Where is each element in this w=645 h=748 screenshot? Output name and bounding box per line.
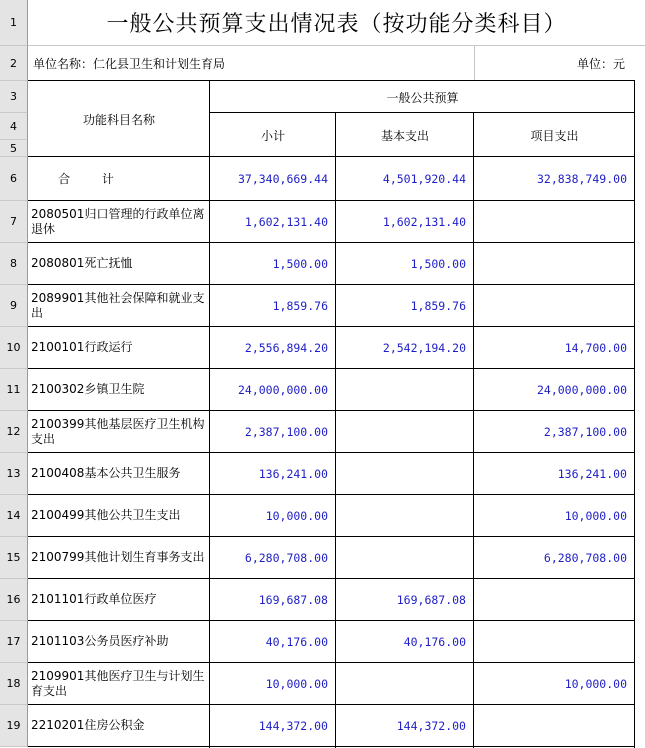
item-basic[interactable]: 40,176.00 — [403, 634, 466, 649]
item-project[interactable] — [474, 243, 635, 284]
item-subtotal[interactable]: 40,176.00 — [265, 634, 328, 649]
item-project[interactable]: 136,241.00 — [557, 466, 627, 481]
header-project[interactable]: 项目支出 — [530, 128, 579, 143]
item-name[interactable]: 2109901其他医疗卫生与计划生育支出 — [31, 668, 205, 698]
item-name[interactable]: 2100799其他计划生育事务支出 — [31, 550, 205, 564]
item-project[interactable]: 2,387,100.00 — [543, 424, 627, 439]
item-project[interactable]: 14,700.00 — [564, 340, 627, 355]
item-name[interactable]: 2101103公务员医疗补助 — [31, 634, 169, 648]
item-subtotal[interactable]: 144,372.00 — [258, 718, 328, 733]
row-header-1[interactable]: 1 — [0, 0, 28, 46]
item-subtotal[interactable]: 2,387,100.00 — [244, 424, 328, 439]
item-name[interactable]: 2100499其他公共卫生支出 — [31, 508, 181, 522]
item-basic[interactable]: 1,500.00 — [410, 256, 466, 271]
item-name[interactable]: 2080501归口管理的行政单位离退休 — [31, 206, 205, 236]
item-name[interactable]: 2080801死亡抚恤 — [31, 256, 133, 270]
item-subtotal[interactable]: 10,000.00 — [265, 508, 328, 523]
item-basic[interactable] — [336, 495, 474, 536]
item-project[interactable] — [474, 621, 635, 662]
row-header-9[interactable]: 9 — [0, 285, 28, 327]
item-project[interactable]: 10,000.00 — [564, 676, 627, 691]
total-basic[interactable]: 4,501,920.44 — [382, 172, 466, 186]
header-subtotal[interactable]: 小计 — [260, 128, 285, 143]
row-header-16[interactable]: 16 — [0, 579, 28, 621]
item-name[interactable]: 2100408基本公共卫生服务 — [31, 466, 181, 480]
item-basic[interactable]: 2,542,194.20 — [382, 340, 466, 355]
item-subtotal[interactable]: 169,687.08 — [258, 592, 328, 607]
item-name[interactable]: 2089901其他社会保障和就业支出 — [31, 290, 205, 320]
row-header-7[interactable]: 7 — [0, 201, 28, 243]
header-func-name[interactable]: 功能科目名称 — [82, 112, 155, 127]
item-name[interactable]: 2101101行政单位医疗 — [31, 592, 157, 606]
row-header-14[interactable]: 14 — [0, 495, 28, 537]
item-basic[interactable] — [336, 411, 474, 452]
total-subtotal[interactable]: 37,340,669.44 — [237, 172, 328, 186]
unit-cell[interactable]: 单位：元 — [576, 56, 625, 71]
item-subtotal[interactable]: 10,000.00 — [265, 676, 328, 691]
page-title[interactable]: 一般公共预算支出情况表（按功能分类科目） — [106, 12, 567, 37]
item-subtotal[interactable]: 24,000,000.00 — [237, 382, 328, 397]
item-subtotal[interactable]: 2,556,894.20 — [244, 340, 328, 355]
unit-name-cell[interactable]: 单位名称：仁化县卫生和计划生育局 — [33, 56, 226, 71]
row-header-5[interactable]: 5 — [0, 140, 28, 157]
row-header-17[interactable]: 17 — [0, 621, 28, 663]
item-name[interactable]: 2100101行政运行 — [31, 340, 133, 354]
item-project[interactable] — [474, 285, 635, 326]
item-name[interactable]: 2100399其他基层医疗卫生机构支出 — [31, 416, 205, 446]
row-header-13[interactable]: 13 — [0, 453, 28, 495]
item-basic[interactable] — [336, 369, 474, 410]
item-basic[interactable] — [336, 537, 474, 578]
row-header-10[interactable]: 10 — [0, 327, 28, 369]
item-subtotal[interactable]: 1,859.76 — [272, 298, 328, 313]
item-basic[interactable]: 144,372.00 — [396, 718, 466, 733]
item-basic[interactable] — [336, 663, 474, 704]
row-header-18[interactable]: 18 — [0, 663, 28, 705]
item-project[interactable] — [474, 201, 635, 242]
row-header-19[interactable]: 19 — [0, 705, 28, 747]
item-basic[interactable]: 169,687.08 — [396, 592, 466, 607]
row-header-11[interactable]: 11 — [0, 369, 28, 411]
item-name[interactable]: 2100302乡镇卫生院 — [31, 382, 145, 396]
item-subtotal[interactable]: 1,500.00 — [272, 256, 328, 271]
item-project[interactable]: 10,000.00 — [564, 508, 627, 523]
total-project[interactable]: 32,838,749.00 — [536, 172, 627, 186]
header-general-budget[interactable]: 一般公共预算 — [386, 90, 459, 105]
item-basic[interactable] — [336, 453, 474, 494]
row-header-4[interactable]: 4 — [0, 113, 28, 140]
item-project[interactable]: 6,280,708.00 — [543, 550, 627, 565]
row-header-15[interactable]: 15 — [0, 537, 28, 579]
header-basic[interactable]: 基本支出 — [380, 128, 429, 143]
row-header-2[interactable]: 2 — [0, 46, 28, 81]
item-project[interactable]: 24,000,000.00 — [536, 382, 627, 397]
row-header-3[interactable]: 3 — [0, 81, 28, 113]
item-subtotal[interactable]: 136,241.00 — [258, 466, 328, 481]
item-subtotal[interactable]: 1,602,131.40 — [244, 214, 328, 229]
item-name[interactable]: 2210201住房公积金 — [31, 718, 145, 732]
item-subtotal[interactable]: 6,280,708.00 — [244, 550, 328, 565]
item-project[interactable] — [474, 705, 635, 746]
total-label[interactable]: 合 计 — [58, 171, 128, 186]
row-header-8[interactable]: 8 — [0, 243, 28, 285]
item-basic[interactable]: 1,602,131.40 — [382, 214, 466, 229]
row-header-12[interactable]: 12 — [0, 411, 28, 453]
item-project[interactable] — [474, 579, 635, 620]
row-header-6[interactable]: 6 — [0, 157, 28, 201]
item-basic[interactable]: 1,859.76 — [410, 298, 466, 313]
